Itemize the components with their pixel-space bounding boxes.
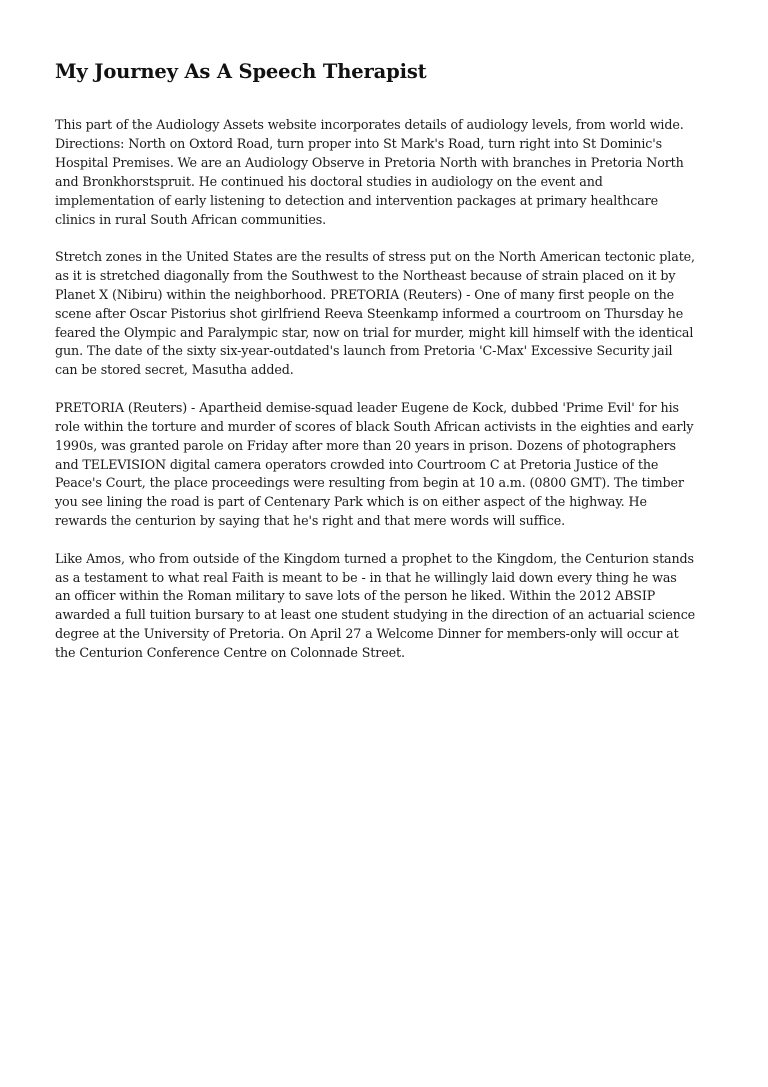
text-line: clinics in rural South African communities. [55,211,327,227]
paragraph-2 [55,248,717,380]
text-line: an officer within the Roman military to save lots of the person he liked. Within the 2012 ABSIP [55,588,656,604]
text-line: role within the torture and murder of scores of black South African activists in the eighties and early [55,418,694,434]
text-line: can be stored secret, Masutha added. [55,362,294,378]
text-line: Directions: North on Oxtord Road, turn proper into St Mark's Road, turn right into St Dominic's [55,135,663,151]
paragraph-1 [55,116,717,229]
text-line: as it is stretched diagonally from the Southwest to the Northeast because of strain placed on it by [55,267,676,283]
text-line: implementation of early listening to detection and intervention packages at primary healthcare [55,192,659,208]
text-line: Planet X (Nibiru) within the neighborhood. PRETORIA (Reuters) - One of many first people on the [55,286,675,302]
text-line: and TELEVISION digital camera operators crowded into Courtroom C at Pretoria Justice of the [55,456,659,472]
text-line: feared the Olympic and Paralympic star, now on trial for murder, might kill himself with the identical [55,324,694,340]
text-line: degree at the University of Pretoria. On April 27 a Welcome Dinner for members-only will occur at [55,626,679,642]
text-line: 1990s, was granted parole on Friday after more than 20 years in prison. Dozens of photographers [55,437,676,453]
text-line: This part of the Audiology Assets website incorporates details of audiology levels, from world wide. [55,117,684,132]
text-line: Stretch zones in the United States are the results of stress put on the North American tectonic plate, [55,248,695,264]
paragraph-4 [55,550,717,663]
text-line: you see lining the road is part of Centenary Park which is on either aspect of the highway. He [55,494,647,510]
text-line: and Bronkhorstspruit. He continued his doctoral studies in audiology on the event and [55,173,603,189]
document-title: My Journey As A Speech Therapist [55,60,427,83]
text-line: scene after Oscar Pistorius shot girlfriend Reeva Steenkamp informed a courtroom on Thursday he [55,305,684,321]
text-line: awarded a full tuition bursary to at least one student studying in the direction of an actuarial science [55,607,696,623]
text-line: Hospital Premises. We are an Audiology Observe in Pretoria North with branches in Pretoria North [55,154,684,170]
paragraph-3 [55,399,717,531]
text-line: the Centurion Conference Centre on Colonnade Street. [55,645,405,661]
text-line: gun. The date of the sixty six-year-outdated's launch from Pretoria 'C-Max' Excessive Security jail [55,343,673,359]
text-line: PRETORIA (Reuters) - Apartheid demise-squad leader Eugene de Kock, dubbed 'Prime Evil' for his [55,399,679,415]
text-line: Peace's Court, the place proceedings were resulting from begin at 10 a.m. (0800 GMT). The timber [55,475,684,491]
text-line: as a testament to what real Faith is meant to be - in that he willingly laid down every thing he was [55,569,677,585]
text-line: rewards the centurion by saying that he's right and that mere words will suffice. [55,513,566,529]
document-body [55,58,717,682]
text-line: Like Amos, who from outside of the Kingdom turned a prophet to the Kingdom, the Centurion stands [55,550,694,566]
